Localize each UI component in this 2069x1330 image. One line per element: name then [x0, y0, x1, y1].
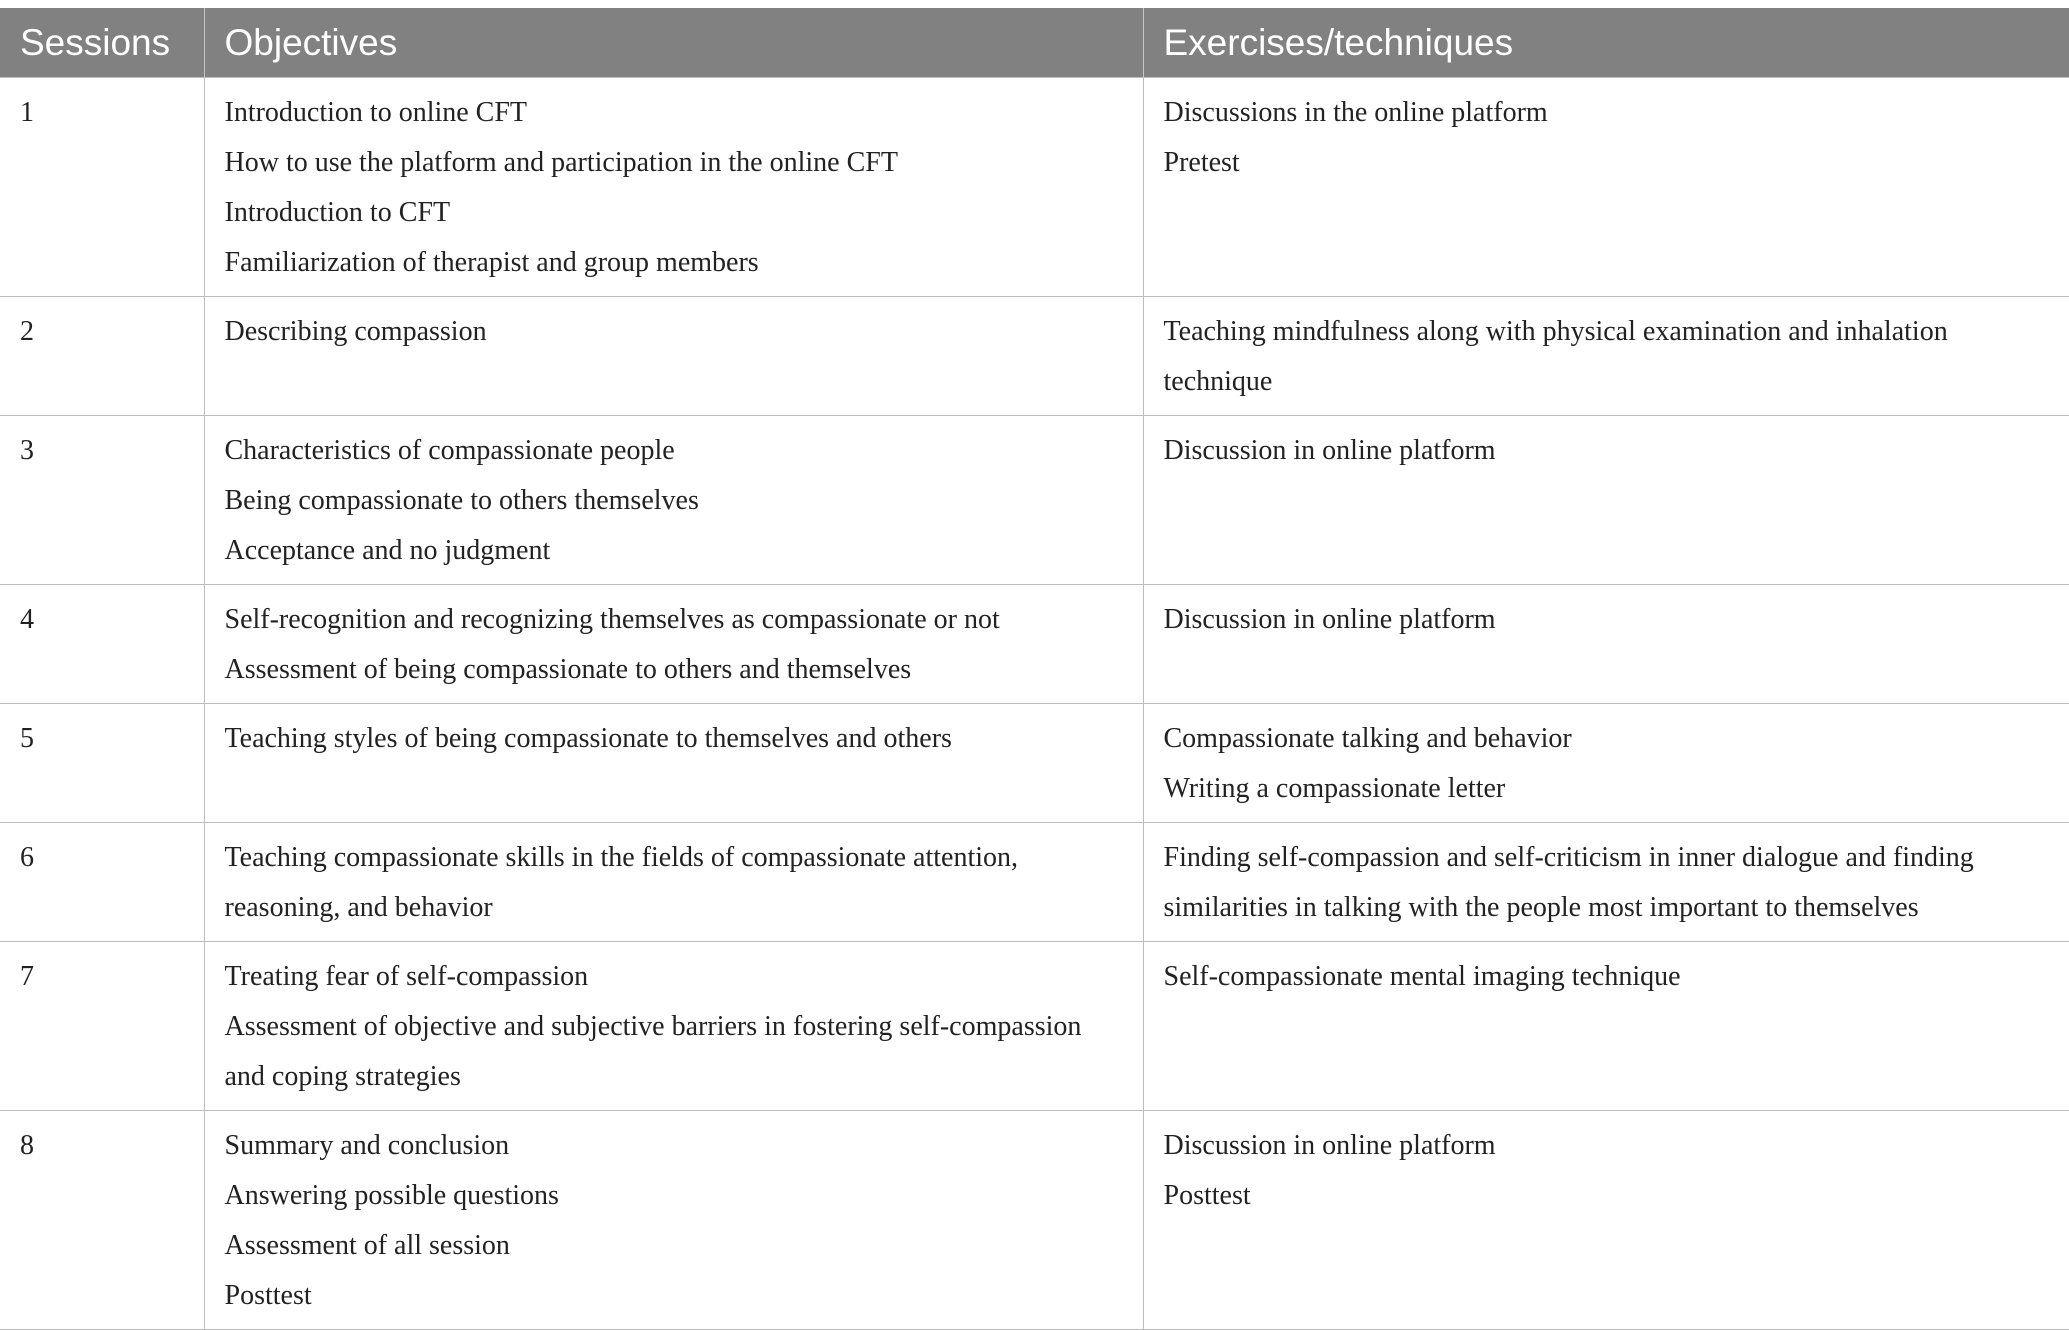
objective-item: Assessment of all session — [224, 1230, 510, 1261]
session-number: 3 — [0, 416, 204, 585]
exercise-item: Discussion in online platform — [1163, 604, 1496, 635]
objective-item: Summary and conclusion — [224, 1130, 510, 1161]
session-number: 2 — [0, 297, 204, 416]
table-row — [0, 78, 2069, 297]
exercise-item: Discussion in online platform — [1163, 435, 1496, 466]
table-row — [0, 416, 2069, 585]
table-row — [0, 704, 2069, 823]
exercise-item: Finding self-compassion and self-criticism in inner dialogue and finding similarities in talking with the people most important to themselves — [1163, 842, 1974, 923]
objective-item: Assessment of being compassionate to others and themselves — [224, 654, 912, 685]
objective-item: Introduction to online CFT — [224, 97, 528, 128]
objectives-cell — [204, 585, 1143, 704]
objective-item: Familiarization of therapist and group members — [224, 247, 759, 278]
exercise-item: Compassionate talking and behavior — [1163, 723, 1572, 754]
exercises-cell — [1143, 823, 2069, 942]
exercise-item: Discussion in online platform — [1163, 1130, 1496, 1161]
sessions-table — [0, 8, 2069, 1330]
objective-item: Being compassionate to others themselves — [224, 485, 699, 516]
objectives-cell — [204, 78, 1143, 297]
objectives-cell — [204, 416, 1143, 585]
exercise-item: Self-compassionate mental imaging technique — [1163, 961, 1681, 992]
session-number: 1 — [0, 78, 204, 297]
table-row — [0, 823, 2069, 942]
exercise-item: Teaching mindfulness along with physical examination and inhalation technique — [1163, 316, 1948, 397]
objective-item: Describing compassion — [224, 316, 487, 347]
objectives-cell — [204, 704, 1143, 823]
exercise-item: Writing a compassionate letter — [1163, 773, 1506, 804]
exercises-cell — [1143, 704, 2069, 823]
session-number: 6 — [0, 823, 204, 942]
objectives-cell — [204, 823, 1143, 942]
session-number: 7 — [0, 942, 204, 1111]
objective-item: Teaching styles of being compassionate to themselves and others — [224, 723, 952, 754]
exercise-item: Pretest — [1163, 147, 1240, 178]
sessions-table-container — [0, 8, 2069, 1330]
table-row — [0, 942, 2069, 1111]
exercises-cell — [1143, 416, 2069, 585]
table-row — [0, 1111, 2069, 1330]
objective-item: How to use the platform and participation in the online CFT — [224, 147, 898, 178]
session-number: 8 — [0, 1111, 204, 1330]
objective-item: Teaching compassionate skills in the fields of compassionate attention, reasoning, and behavior — [224, 842, 1019, 923]
exercises-cell — [1143, 585, 2069, 704]
objective-item: Assessment of objective and subjective barriers in fostering self-compassion and coping strategies — [224, 1011, 1082, 1092]
exercises-cell — [1143, 942, 2069, 1111]
objective-item: Introduction to CFT — [224, 197, 451, 228]
session-number: 5 — [0, 704, 204, 823]
objective-item: Posttest — [224, 1280, 312, 1311]
exercise-item: Posttest — [1163, 1180, 1251, 1211]
exercises-cell — [1143, 78, 2069, 297]
objective-item: Self-recognition and recognizing themselves as compassionate or not — [224, 604, 1000, 635]
exercise-item: Discussions in the online platform — [1163, 97, 1548, 128]
objectives-cell — [204, 1111, 1143, 1330]
exercises-cell — [1143, 1111, 2069, 1330]
header-exercises: Exercises/techniques — [1143, 8, 2069, 78]
table-row — [0, 585, 2069, 704]
objective-item: Characteristics of compassionate people — [224, 435, 675, 466]
exercises-cell — [1143, 297, 2069, 416]
header-row — [0, 8, 2069, 78]
objectives-cell — [204, 942, 1143, 1111]
objective-item: Treating fear of self-compassion — [224, 961, 589, 992]
objectives-cell — [204, 297, 1143, 416]
session-number: 4 — [0, 585, 204, 704]
header-sessions: Sessions — [0, 8, 204, 78]
objective-item: Answering possible questions — [224, 1180, 559, 1211]
objective-item: Acceptance and no judgment — [224, 535, 551, 566]
table-row — [0, 297, 2069, 416]
header-objectives: Objectives — [204, 8, 1143, 78]
